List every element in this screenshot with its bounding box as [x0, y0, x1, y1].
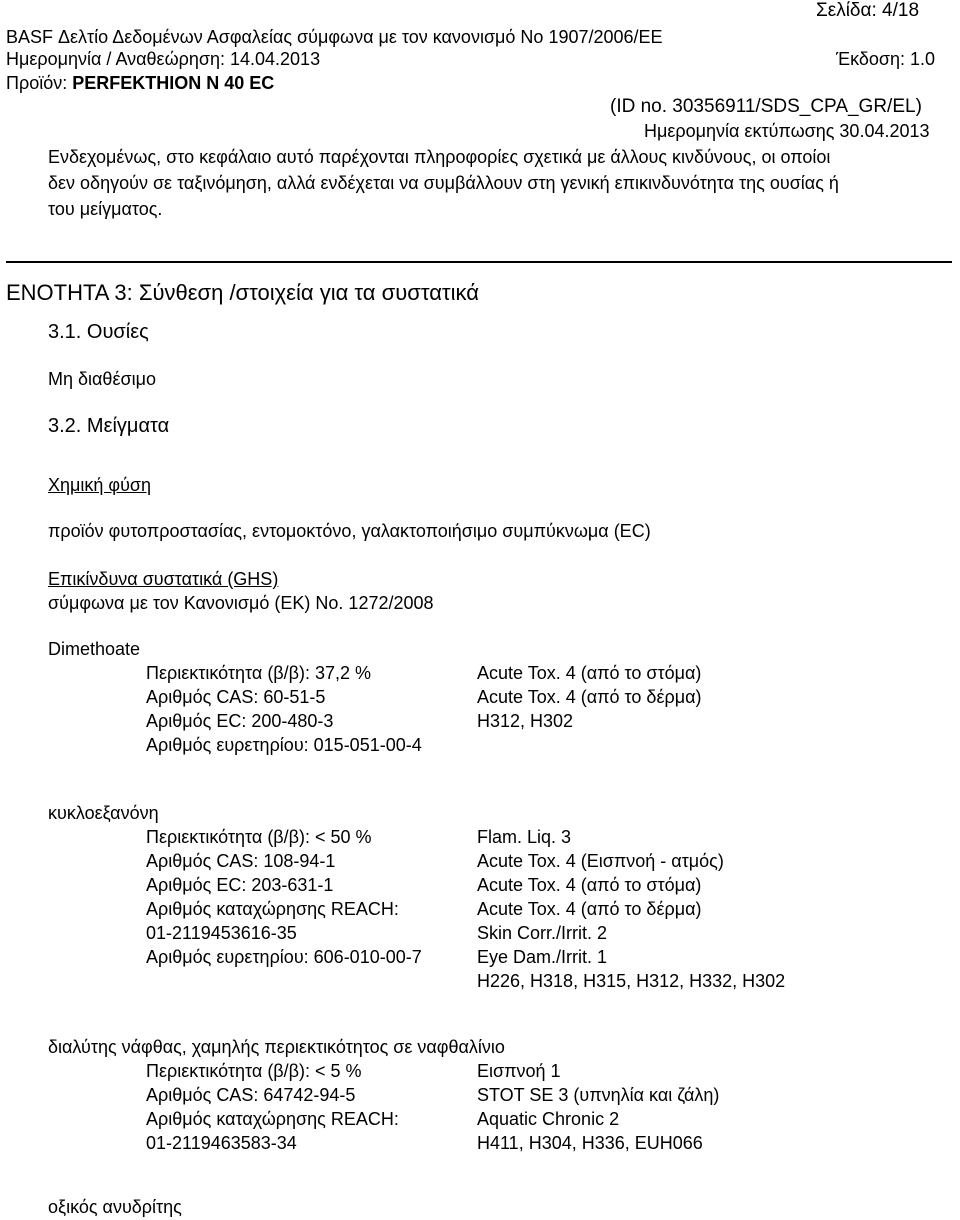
- hazard-class: Εισπνοή 1: [477, 1061, 561, 1081]
- section-divider: [6, 261, 952, 263]
- hazardous-components-label: Επικίνδυνα συστατικά (GHS): [48, 569, 279, 589]
- product-name: PERFEKTHION N 40 EC: [72, 73, 275, 93]
- intro-line-1: Ενδεχομένως, στο κεφάλαιο αυτό παρέχονται πληροφορίες σχετικά με άλλους κινδύνους, οι οποίοι: [48, 147, 831, 167]
- hazardous-regulation: σύμφωνα με τον Κανονισμό (ΕΚ) Νο. 1272/2008: [48, 593, 434, 613]
- hazard-class: Acute Tox. 4 (από το στόμα): [477, 663, 702, 683]
- hazard-class: Aquatic Chronic 2: [477, 1109, 620, 1129]
- component-detail: Περιεκτικότητα (β/β): < 5 %: [146, 1061, 362, 1081]
- hazard-class: Eye Dam./Irrit. 1: [477, 947, 608, 967]
- hazard-class: Acute Tox. 4 (από το στόμα): [477, 875, 702, 895]
- component-detail: Αριθμός EC: 203-631-1: [146, 875, 334, 895]
- chemical-nature-text: προϊόν φυτοπροστασίας, εντομοκτόνο, γαλακτοποιήσιμο συμπύκνωμα (EC): [48, 521, 651, 541]
- intro-line-3: του μείγματος.: [48, 199, 163, 219]
- product-label: Προϊόν:: [6, 73, 73, 93]
- hazard-class: Flam. Liq. 3: [477, 827, 572, 847]
- hazard-class: STOT SE 3 (υπνηλία και ζάλη): [477, 1085, 720, 1105]
- hazard-class: Skin Corr./Irrit. 2: [477, 923, 608, 943]
- product-line: [6, 72, 274, 94]
- hazard-class: Acute Tox. 4 (από το δέρμα): [477, 899, 702, 919]
- version: Έκδοση: 1.0: [836, 49, 936, 69]
- hazard-class: H226, H318, H315, H312, H332, H302: [477, 971, 786, 991]
- section-title: ΕΝΟΤΗΤΑ 3: Σύνθεση /στοιχεία για τα συστατικά: [6, 280, 479, 305]
- component-detail: Αριθμός EC: 200-480-3: [146, 711, 334, 731]
- page-number: Σελίδα: 4/18: [816, 0, 920, 21]
- subsection-3-1-title: 3.1. Ουσίες: [48, 321, 149, 343]
- component-detail: Αριθμός CAS: 64742-94-5: [146, 1085, 356, 1105]
- id-number: (ID no. 30356911/SDS_CPA_GR/EL): [610, 96, 922, 117]
- document-title: BASF Δελτίο Δεδομένων Ασφαλείας σύμφωνα με τον κανονισμό Νο 1907/2006/ΕΕ: [6, 27, 663, 47]
- component-name: οξικός ανυδρίτης: [48, 1197, 182, 1217]
- component-detail: Περιεκτικότητα (β/β): 37,2 %: [146, 663, 372, 683]
- hazard-class: H411, H304, H336, EUH066: [477, 1133, 703, 1153]
- component-detail: 01-2119453616-35: [146, 923, 297, 943]
- hazard-class: Acute Tox. 4 (Εισπνοή - ατμός): [477, 851, 724, 871]
- hazard-class: Acute Tox. 4 (από το δέρμα): [477, 687, 702, 707]
- component-detail: Αριθμός καταχώρησης REACH:: [146, 899, 399, 919]
- component-name: Dimethoate: [48, 639, 141, 659]
- component-detail: Αριθμός CAS: 60-51-5: [146, 687, 326, 707]
- component-detail: Αριθμός ευρετηρίου: 015-051-00-4: [146, 735, 422, 755]
- intro-line-2: δεν οδηγούν σε ταξινόμηση, αλλά ενδέχεται να συμβάλλουν στη γενική επικινδυνότητα της ουσίας ή: [48, 173, 839, 193]
- revision-date: Ημερομηνία / Αναθεώρηση: 14.04.2013: [6, 49, 321, 69]
- component-name: διαλύτης νάφθας, χαμηλής περιεκτικότητος σε ναφθαλίνιο: [48, 1037, 505, 1057]
- subsection-3-2-title: 3.2. Μείγματα: [48, 415, 170, 437]
- component-detail: 01-2119463583-34: [146, 1133, 297, 1153]
- print-date: Ημερομηνία εκτύπωσης 30.04.2013: [644, 121, 930, 141]
- component-detail: Αριθμός ευρετηρίου: 606-010-00-7: [146, 947, 422, 967]
- component-detail: Αριθμός CAS: 108-94-1: [146, 851, 336, 871]
- component-detail: Αριθμός καταχώρησης REACH:: [146, 1109, 399, 1129]
- subsection-3-1-text: Μη διαθέσιμο: [48, 369, 156, 389]
- hazard-class: H312, H302: [477, 711, 574, 731]
- component-name: κυκλοεξανόνη: [48, 803, 159, 823]
- component-detail: Περιεκτικότητα (β/β): < 50 %: [146, 827, 372, 847]
- chemical-nature-label: Χημική φύση: [48, 475, 152, 495]
